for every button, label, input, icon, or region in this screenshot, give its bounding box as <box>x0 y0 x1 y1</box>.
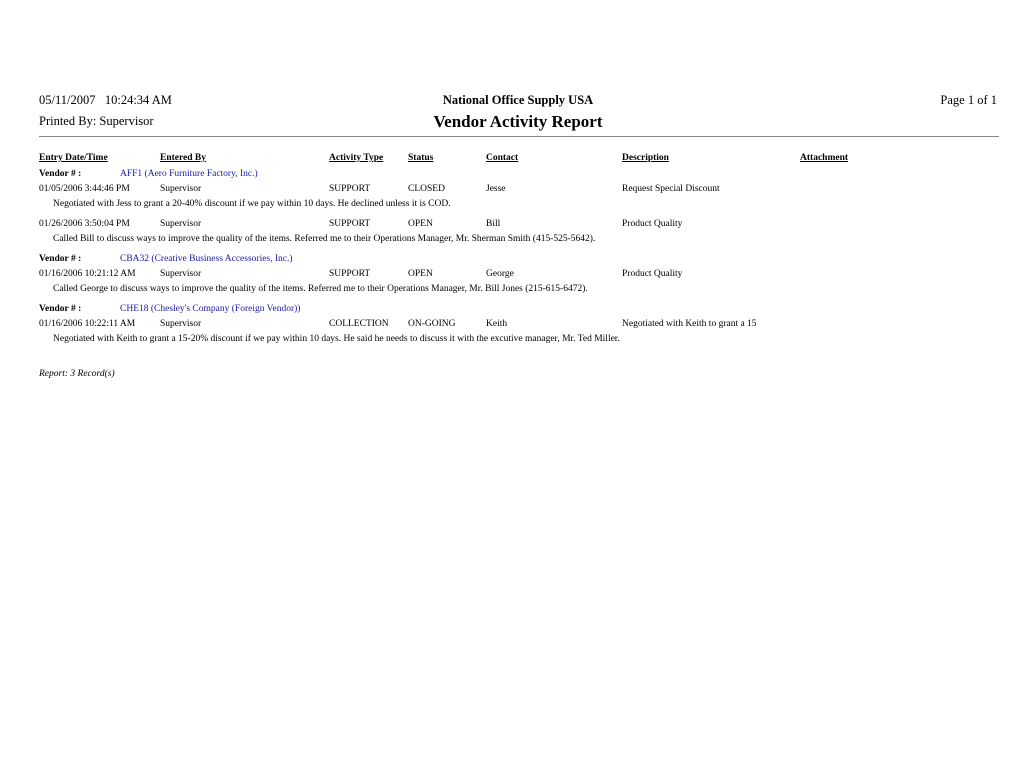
entry-datetime: 01/05/2006 3:44:46 PM <box>39 184 130 194</box>
report-title: Vendor Activity Report <box>433 112 603 131</box>
entry-entered-by: Supervisor <box>160 184 202 194</box>
company-name: National Office Supply USA <box>442 93 594 107</box>
vendor-link-che18[interactable]: CHE18 (Chesley's Company (Foreign Vendor)) <box>120 304 301 314</box>
record-count: Report: 3 Record(s) <box>39 369 115 379</box>
entry-activity-type: SUPPORT <box>329 269 371 279</box>
entry-activity-type: COLLECTION <box>329 319 389 329</box>
vendor-label: Vendor # : <box>39 254 82 264</box>
col-entry-datetime: Entry Date/Time <box>39 153 108 163</box>
vendor-label: Vendor # : <box>39 304 82 314</box>
entry-entered-by: Supervisor <box>160 219 202 229</box>
entry-activity-type: SUPPORT <box>329 184 371 194</box>
entry-description: Product Quality <box>622 219 683 229</box>
col-entered-by: Entered By <box>160 153 207 163</box>
entry-description: Request Special Discount <box>622 184 720 194</box>
entry-datetime: 01/16/2006 10:21:12 AM <box>39 269 136 279</box>
entry-contact: Bill <box>486 219 501 229</box>
vendor-link-cba32[interactable]: CBA32 (Creative Business Accessories, Inc.) <box>120 254 293 264</box>
entry-contact: Jesse <box>486 184 506 194</box>
entry-note: Negotiated with Keith to grant a 15-20% discount if we pay within 10 days. He said he needs to discuss it with the excutive manager, Mr. Ted Miller. <box>53 334 620 344</box>
col-description: Description <box>622 153 669 163</box>
print-time: 10:24:34 AM <box>104 93 172 107</box>
entry-datetime: 01/16/2006 10:22:11 AM <box>39 319 136 329</box>
vendor-label: Vendor # : <box>39 169 82 179</box>
entry-entered-by: Supervisor <box>160 269 202 279</box>
entry-status: OPEN <box>408 269 433 279</box>
page-number: Page 1 of 1 <box>940 93 997 107</box>
entry-description: Product Quality <box>622 269 683 279</box>
header-divider <box>39 136 999 137</box>
entry-description: Negotiated with Keith to grant a 15 <box>622 319 757 329</box>
entry-status: CLOSED <box>408 184 445 194</box>
vendor-link-aff1[interactable]: AFF1 (Aero Furniture Factory, Inc.) <box>120 169 258 179</box>
printed-by: Printed By: Supervisor <box>39 114 154 128</box>
entry-entered-by: Supervisor <box>160 319 202 329</box>
col-status: Status <box>408 153 434 163</box>
entry-status: ON-GOING <box>408 319 456 329</box>
col-contact: Contact <box>486 153 519 163</box>
entry-note: Negotiated with Jess to grant a 20-40% discount if we pay within 10 days. He declined unless it is COD. <box>53 199 451 209</box>
col-attachment: Attachment <box>800 153 849 163</box>
entry-note: Called George to discuss ways to improve the quality of the items. Referred me to their Operations Manager, Mr. Bill Jones (215-615-6472). <box>53 284 588 294</box>
entry-activity-type: SUPPORT <box>329 219 371 229</box>
entry-status: OPEN <box>408 219 433 229</box>
entry-note: Called Bill to discuss ways to improve the quality of the items. Referred me to their Operations Manager, Mr. Sherman Smith (415-525-5642). <box>53 234 596 244</box>
col-activity-type: Activity Type <box>329 153 384 163</box>
entry-datetime: 01/26/2006 3:50:04 PM <box>39 219 130 229</box>
print-date: 05/11/2007 <box>39 93 96 107</box>
entry-contact: George <box>486 269 514 279</box>
entry-contact: Keith <box>486 319 508 329</box>
